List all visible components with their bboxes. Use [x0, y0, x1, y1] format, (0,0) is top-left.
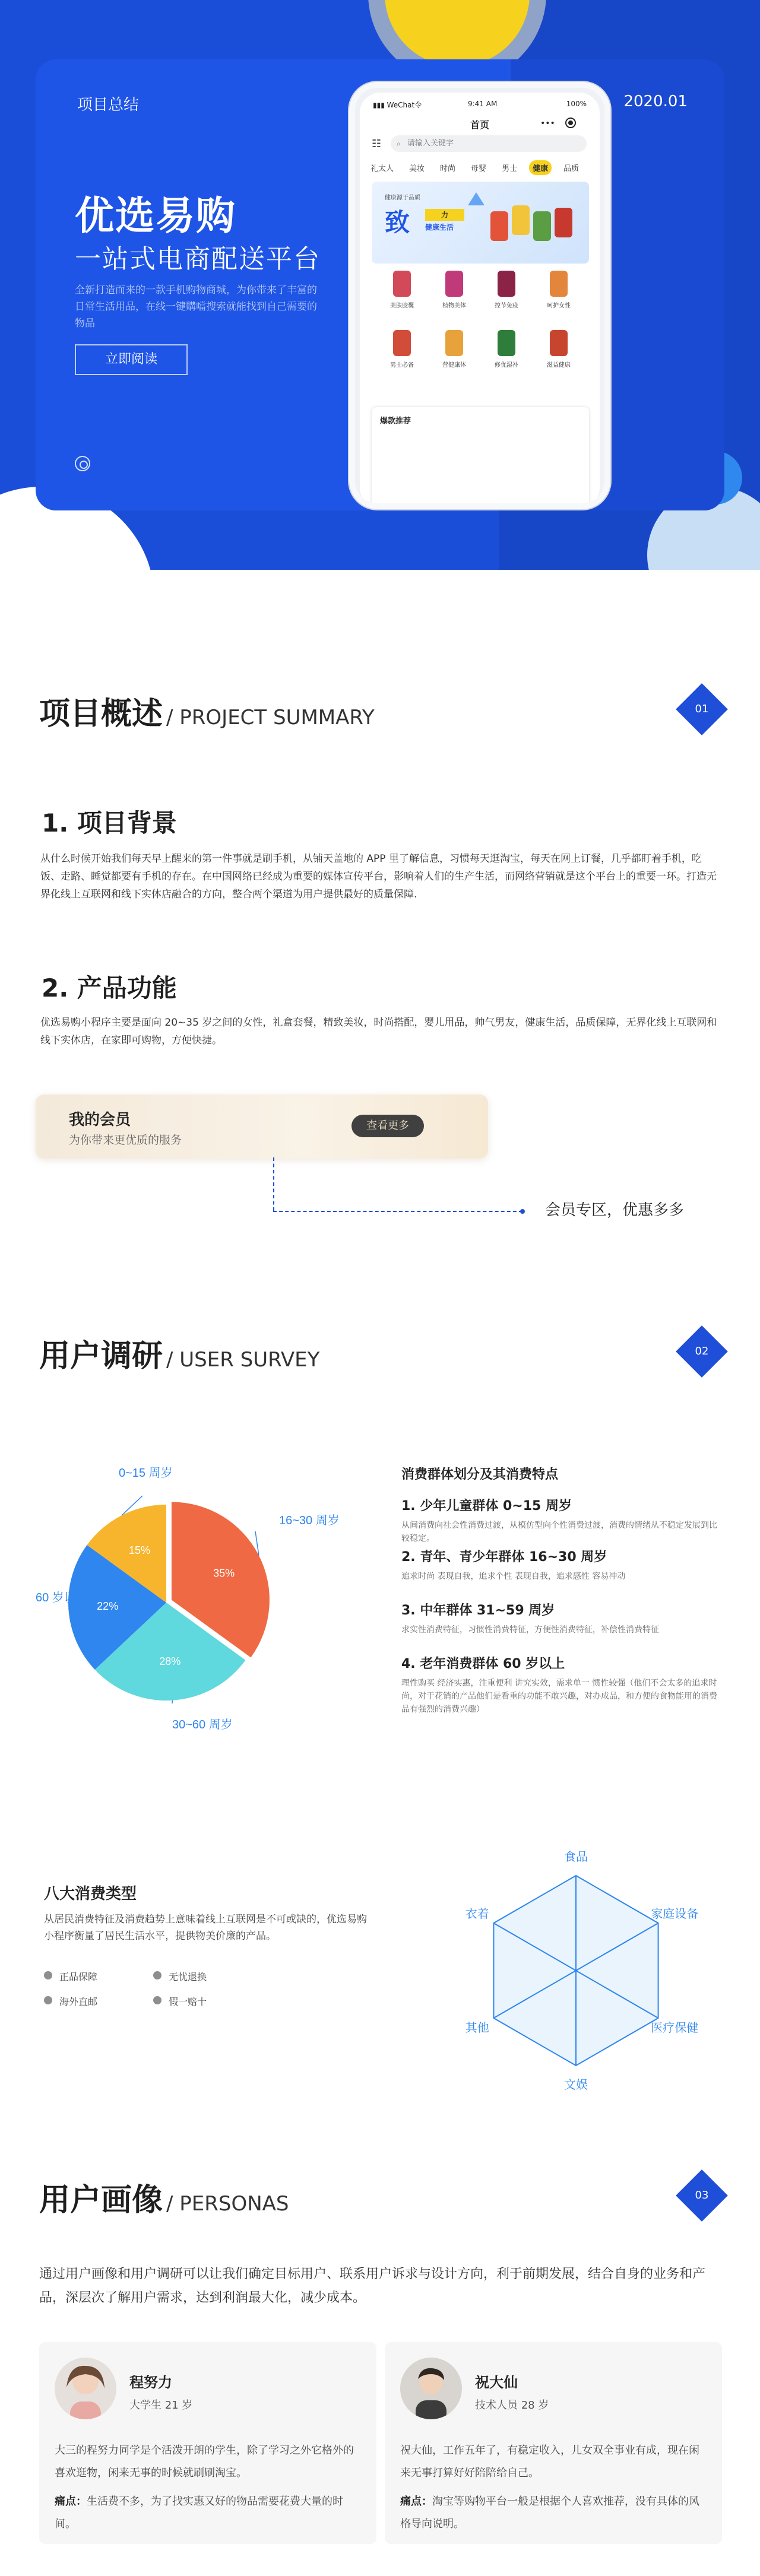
legend-item: 假一赔十	[153, 1994, 207, 2008]
personas-intro: 通过用户画像和用户调研可以让我们确定目标用户、联系用户诉求与设计方向，利于前期发展，结合自身的业务和产品，深层次了解用户需求，达到利润最大化，减少成本。	[39, 2267, 706, 2305]
phone-product-item[interactable]: 营健康体	[431, 330, 477, 369]
phone-nav-title: 首页	[470, 119, 489, 131]
connector-line	[273, 1211, 522, 1212]
product-jar-image	[533, 211, 551, 241]
phone-search-input[interactable]: ⌕ 请输入关键字	[391, 135, 587, 152]
phone-product-item[interactable]: 美肤胶囊	[379, 271, 425, 309]
section-number: 03	[695, 2189, 709, 2201]
hero-description: 全新打造而来的一款手机购物商城，为你带来了丰富的日常生活用品，在线一键購噹搜索就能找到自己需要的物品	[75, 284, 317, 329]
product-jar-image	[512, 205, 530, 235]
phone-status-bar: ▮▮▮ WeChat令 9:41 AM 100%	[373, 100, 587, 109]
background-paragraph: 从什么时候开始我们每天早上醒来的第一件事就是刷手机，从铺天盖地的 APP 里了解信息，习惯每天逛淘宝，每天在网上订餐，几乎都盯着手机，吃饭、走路、睡觉都要有手机的存在。在中国网络已经成为重要的媒体宣传平台，影响着人们的生产生活，而网络营销就是这个平台上的重要一环。打造无界化线上互联网和线下实体店融合的方向，整合两个渠道为用户提供最好的质量保障.	[40, 853, 717, 900]
pie-percent-label: 35%	[213, 1567, 235, 1579]
connector-dot	[520, 1209, 525, 1214]
phone-category-tab[interactable]: 品质	[563, 164, 580, 173]
compass-icon	[75, 456, 90, 471]
consumer-group-item: 1. 少年儿童群体 0~15 周岁 从间消费向社会性消费过渡，从模仿型向个性消费过渡，消费的情绪从不稳定发展到比较稳定。	[401, 1499, 717, 1543]
date-label: 2020.01	[623, 93, 688, 110]
phone-product-item[interactable]: 修优湿补	[483, 330, 530, 369]
pie-percent-label: 15%	[129, 1544, 151, 1556]
section-title-personas: 用户画像 / PERSONAS	[39, 2182, 289, 2218]
phone-category-tabs	[367, 160, 600, 177]
persona-card: 程努力 大学生 21 岁 大三的程努力同学是个活泼开朗的学生，除了学习之外它格外的喜欢逛物，闲来无事的时候就刷刷淘宝。 痛点：生活费不多，为了找实惠又好的物品需要花费大量的时间。	[39, 2342, 376, 2544]
project-summary-label: 项目总结	[77, 96, 140, 114]
radar-label: 家庭设备	[651, 1908, 699, 1921]
phone-product-item[interactable]: 男士必备	[379, 330, 425, 369]
eight-types-title: 八大消费类型	[44, 1885, 137, 1903]
phone-category-tab[interactable]: 美妆	[409, 164, 425, 173]
phone-category-tab[interactable]: 礼太人	[370, 164, 394, 173]
phone-category-tab[interactable]: 母婴	[471, 164, 487, 173]
consumer-group-item: 2. 青年、青少年群体 16~30 周岁 追求时尚 表现自我，追求个性 表现自我，追求感性 容易冲动	[401, 1550, 626, 1581]
section-title-summary: 项目概述 / PROJECT SUMMARY	[39, 696, 375, 732]
radar-label: 文娱	[564, 2079, 588, 2092]
product-bottle-image	[498, 271, 515, 297]
consumer-group-item: 4. 老年消费群体 60 岁以上 理性购买 经济实惠，注重便利 讲究实效，需求单一 惯性较强（他们不会太多的追求时尚，对于花销的产品他们是看重的功能不敢兴趣，对办成品，和方便的食物能用的消费品有强烈的消费兴趣）	[401, 1657, 717, 1714]
pie-category-label: 30~60 周岁	[172, 1718, 233, 1731]
pie-category-label: 60 岁以上	[36, 1591, 88, 1604]
avatar	[400, 2358, 462, 2419]
phone-product-item[interactable]: 呵护女性	[536, 271, 582, 309]
background-heading: 1. 项目背景	[42, 808, 177, 837]
pie-percent-label: 22%	[97, 1600, 119, 1613]
phone-product-item[interactable]: 滋益健康	[536, 330, 582, 369]
consumption-radar	[416, 1834, 736, 2119]
radar-svg	[416, 1834, 736, 2119]
radar-label: 衣着	[465, 1908, 489, 1921]
legend-item: 正品保障	[44, 1969, 97, 1983]
product-bottle-image	[445, 330, 463, 356]
hero-banner	[0, 0, 760, 570]
section-number: 01	[695, 703, 709, 715]
age-pie-chart	[24, 1454, 356, 1739]
connector-line	[273, 1157, 274, 1211]
section-number: 02	[695, 1345, 709, 1357]
member-card[interactable]: 我的会员 为你带来更优质的服务 查看更多	[36, 1095, 488, 1159]
product-bottle-image	[550, 330, 568, 356]
features-heading: 2. 产品功能	[42, 973, 177, 1003]
consumer-group-item: 3. 中年群体 31~59 周岁 求实性消费特征，习惯性消费特征，方便性消费特征，补偿性消费特征	[401, 1603, 659, 1635]
persona-card: 祝大仙 技术人员 28 岁 祝大仙，工作五年了，有稳定收入，儿女双全事业有成，现在闲来无事打算好好陪陪给自己。 痛点：淘宝等购物平台一般是根据个人喜欢推荐，没有具体的风格导向说明。	[385, 2342, 722, 2544]
product-bottle-image	[393, 330, 411, 356]
hero-subtitle: 一站式电商配送平台	[75, 244, 321, 274]
record-icon[interactable]	[565, 118, 576, 128]
legend-item: 无忧退换	[153, 1969, 207, 1983]
radar-label: 其他	[465, 2022, 489, 2035]
phone-screen	[360, 93, 600, 508]
phone-category-tab[interactable]: 健康	[529, 160, 552, 175]
product-bottle-image	[393, 271, 411, 297]
eight-types-desc: 从居民消费特征及消费趋势上意味着线上互联网是不可或缺的，优选易购小程序衡量了居民生活水平，提供物美价廉的产品。	[44, 1914, 367, 1942]
product-bottle-image	[498, 330, 515, 356]
pie-chart-svg	[24, 1454, 356, 1739]
phone-product-item[interactable]: 控节免疫	[483, 271, 530, 309]
pie-percent-label: 28%	[159, 1655, 181, 1667]
phone-mockup	[349, 82, 610, 509]
radar-label: 食品	[564, 1851, 588, 1864]
search-icon: ⌕	[397, 139, 401, 148]
more-icon[interactable]: •••	[540, 119, 555, 128]
triangle-decoration	[468, 192, 484, 205]
pie-category-label: 16~30 周岁	[279, 1514, 340, 1527]
section-title-survey: 用户调研 / USER SURVEY	[39, 1338, 320, 1374]
member-caption: 会员专区，优惠多多	[545, 1201, 685, 1219]
phone-product-item[interactable]: 植物美体	[431, 271, 477, 309]
product-jar-image	[490, 211, 508, 241]
pie-category-label: 0~15 周岁	[119, 1467, 173, 1480]
features-paragraph: 优选易购小程序主要是面向 20~35 岁之间的女性，礼盒套餐，精致美妆，时尚搭配，婴儿用品，帅气男友，健康生活，品质保障，无界化线上互联网和线下实体店，在家即可购物，方便快捷。	[40, 1017, 717, 1046]
grid-icon[interactable]: ☷	[372, 138, 382, 150]
phone-banner[interactable]: 健康源于品质 致 力 健康生活	[372, 182, 589, 264]
phone-category-tab[interactable]: 时尚	[440, 164, 456, 173]
product-jar-image	[555, 208, 572, 237]
view-more-button[interactable]: 查看更多	[352, 1115, 424, 1137]
consumer-groups-title: 消费群体划分及其消费特点	[401, 1467, 559, 1482]
product-bottle-image	[445, 271, 463, 297]
hero-title: 优选易购	[75, 193, 236, 239]
avatar	[55, 2358, 116, 2419]
read-now-button[interactable]: 立即阅读	[75, 344, 188, 375]
product-bottle-image	[550, 271, 568, 297]
radar-label: 医疗保健	[651, 2022, 699, 2035]
legend-item: 海外直邮	[44, 1994, 97, 2008]
phone-hot-card[interactable]: 爆款推荐	[372, 407, 589, 508]
phone-category-tab[interactable]: 男士	[502, 164, 518, 173]
